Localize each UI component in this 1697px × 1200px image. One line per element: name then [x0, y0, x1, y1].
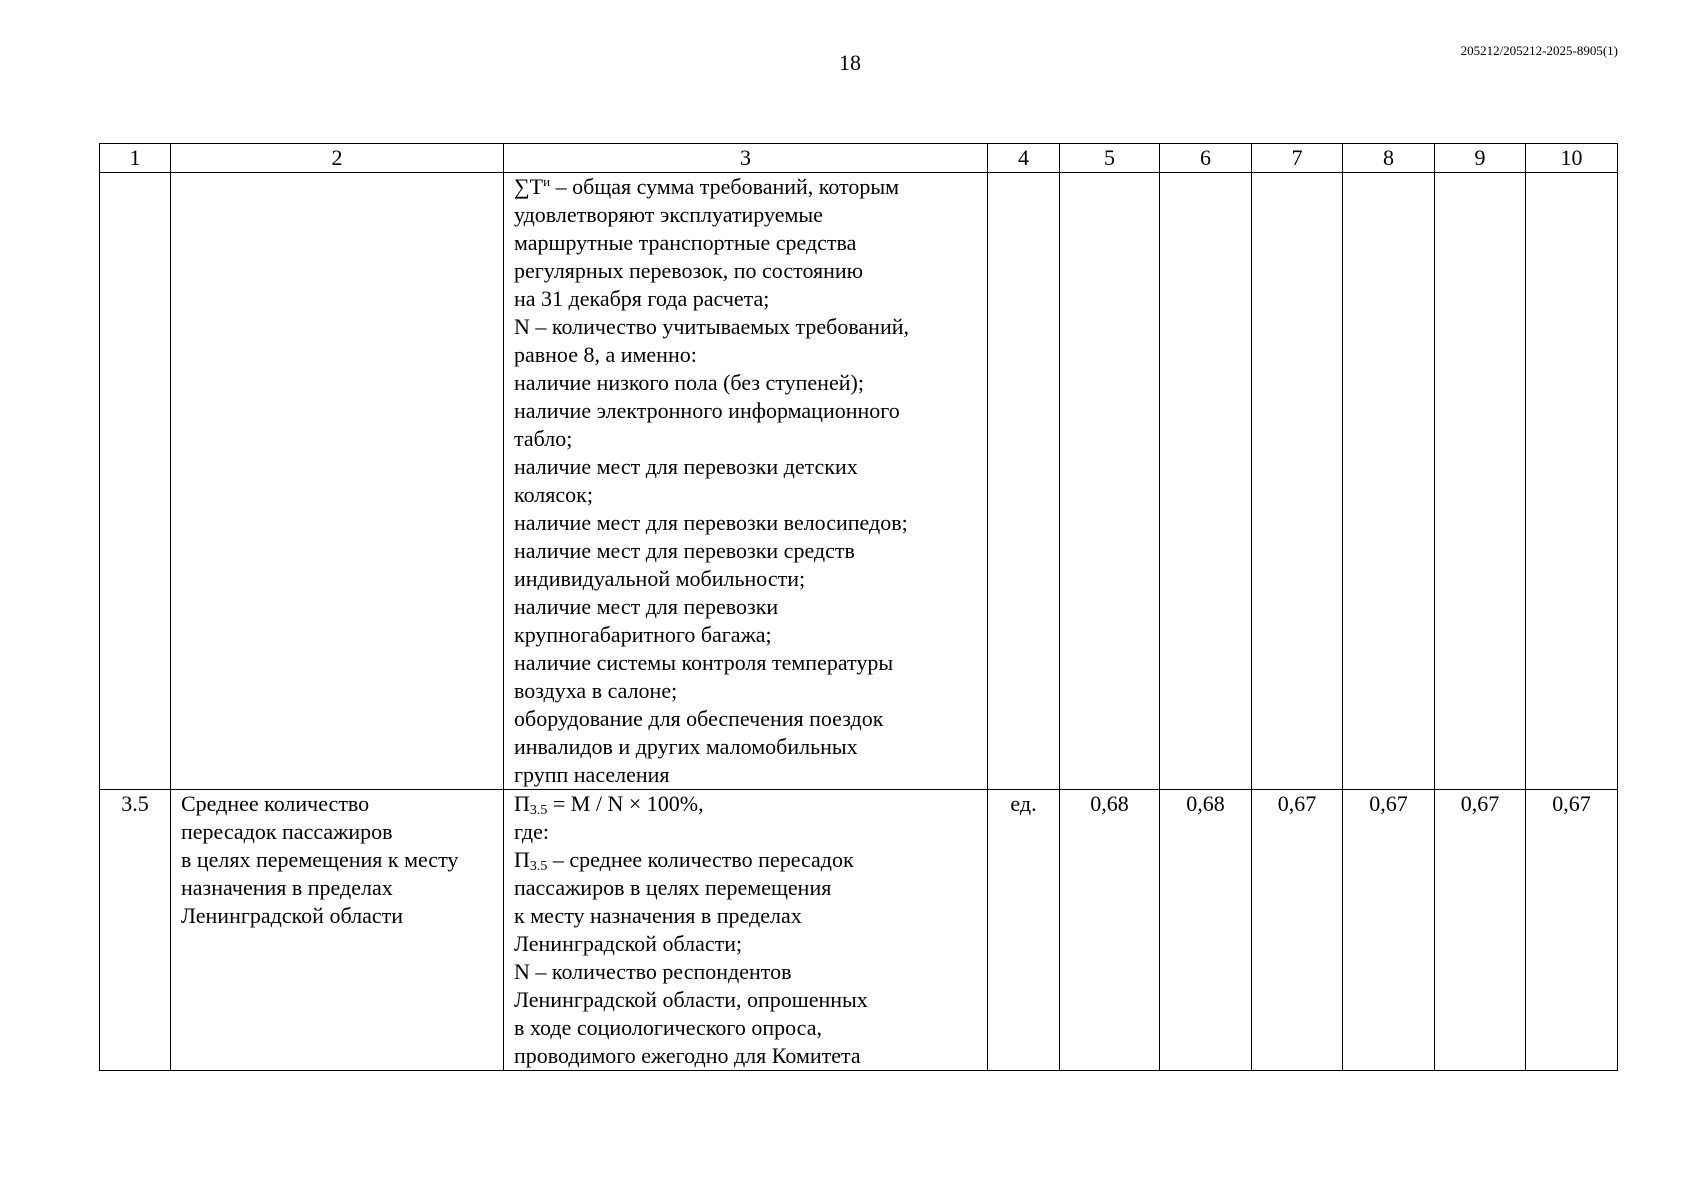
formula-line: табло;	[514, 426, 573, 451]
formula-line: индивидуальной мобильности;	[514, 566, 806, 591]
indicators-table	[99, 143, 1618, 1071]
formula-line: наличие мест для перевозки средств	[514, 538, 855, 563]
column-header: 3	[504, 144, 988, 173]
empty-cell	[1343, 173, 1435, 790]
indicator-name-line: пересадок пассажиров	[181, 819, 393, 844]
formula-cell	[504, 173, 988, 790]
formula-line: Ленинградской области;	[514, 931, 743, 956]
formula-line: оборудование для обеспечения поездок	[514, 706, 884, 731]
value-cell: 0,67	[1526, 790, 1618, 1071]
indicator-name-line: в целях перемещения к месту	[181, 847, 459, 872]
value-cell: 0,68	[1160, 790, 1252, 1071]
value-cell: 0,67	[1343, 790, 1435, 1071]
formula-line: наличие низкого пола (без ступеней);	[514, 370, 864, 395]
indicator-name-line: назначения в пределах	[181, 875, 393, 900]
formula-line: наличие электронного информационного	[514, 398, 900, 423]
formula-line: N – количество респондентов	[514, 959, 792, 984]
empty-cell	[100, 173, 171, 790]
sum-superscript: и	[543, 174, 551, 189]
empty-cell	[1160, 173, 1252, 790]
column-number-row	[100, 144, 1618, 173]
unit-cell: ед.	[988, 790, 1060, 1071]
empty-cell	[988, 173, 1060, 790]
empty-cell	[1252, 173, 1343, 790]
formula-line: N – количество учитываемых требований,	[514, 314, 910, 339]
table-row-3-5	[100, 790, 1618, 1071]
column-header: 7	[1252, 144, 1343, 173]
formula-line: удовлетворяют эксплуатируемые	[514, 202, 823, 227]
formula-line: наличие мест для перевозки велосипедов;	[514, 510, 908, 535]
column-header: 2	[171, 144, 504, 173]
empty-cell	[171, 173, 504, 790]
formula-line: маршрутные транспортные средства	[514, 230, 857, 255]
column-header: 1	[100, 144, 171, 173]
column-header: 9	[1435, 144, 1526, 173]
formula-line: в ходе социологического опроса,	[514, 1015, 822, 1040]
formula-subscript: 3.5	[529, 859, 548, 874]
formula-line: колясок;	[514, 482, 593, 507]
formula-line: $П_{3.5}$ – среднее количество пересадок	[514, 847, 854, 874]
value-cell: 0,68	[1060, 790, 1160, 1071]
column-header: 5	[1060, 144, 1160, 173]
formula-line: проводимого ежегодно для Комитета	[514, 1043, 861, 1068]
value-cell: 0,67	[1252, 790, 1343, 1071]
column-header: 6	[1160, 144, 1252, 173]
empty-cell	[1526, 173, 1618, 790]
empty-cell	[1060, 173, 1160, 790]
formula-line: наличие системы контроля температуры	[514, 650, 894, 675]
empty-cell	[1435, 173, 1526, 790]
column-header: 4	[988, 144, 1060, 173]
formula-line: на 31 декабря года расчета;	[514, 286, 770, 311]
formula-line: пассажиров в целях перемещения	[514, 875, 832, 900]
sum-symbol: ∑Т	[514, 174, 544, 199]
indicator-name-cell	[171, 790, 504, 1071]
column-header: 8	[1343, 144, 1435, 173]
table-row-continued	[100, 173, 1618, 790]
document-code: 205212/205212-2025-8905(1)	[1460, 43, 1618, 58]
row-number: 3.5	[100, 790, 171, 1071]
formula-line: $\sum Т^и$ – общая сумма требований, которым	[514, 174, 900, 199]
formula-line: инвалидов и других маломобильных	[514, 734, 858, 759]
page-number: 18	[839, 50, 861, 75]
formula-line: наличие мест для перевозки детских	[514, 454, 858, 479]
formula-line: наличие мест для перевозки	[514, 594, 779, 619]
formula-line: где:	[514, 819, 549, 844]
value-cell: 0,67	[1435, 790, 1526, 1071]
formula-cell	[504, 790, 988, 1071]
indicator-name-line: Среднее количество	[181, 791, 370, 816]
formula-line: групп населения	[514, 762, 670, 787]
formula-line: Ленинградской области, опрошенных	[514, 987, 868, 1012]
formula-line: воздуха в салоне;	[514, 678, 678, 703]
column-header: 10	[1526, 144, 1618, 173]
formula-line: регулярных перевозок, по состоянию	[514, 258, 864, 283]
formula-line: крупногабаритного багажа;	[514, 622, 772, 647]
formula-subscript: 3.5	[529, 803, 548, 818]
formula-line: $П_{3.5} = M / N \times 100\%$,	[514, 791, 704, 818]
formula-line: равное 8, а именно:	[514, 342, 697, 367]
formula-line: к месту назначения в пределах	[514, 903, 802, 928]
indicator-name-line: Ленинградской области	[181, 903, 403, 928]
